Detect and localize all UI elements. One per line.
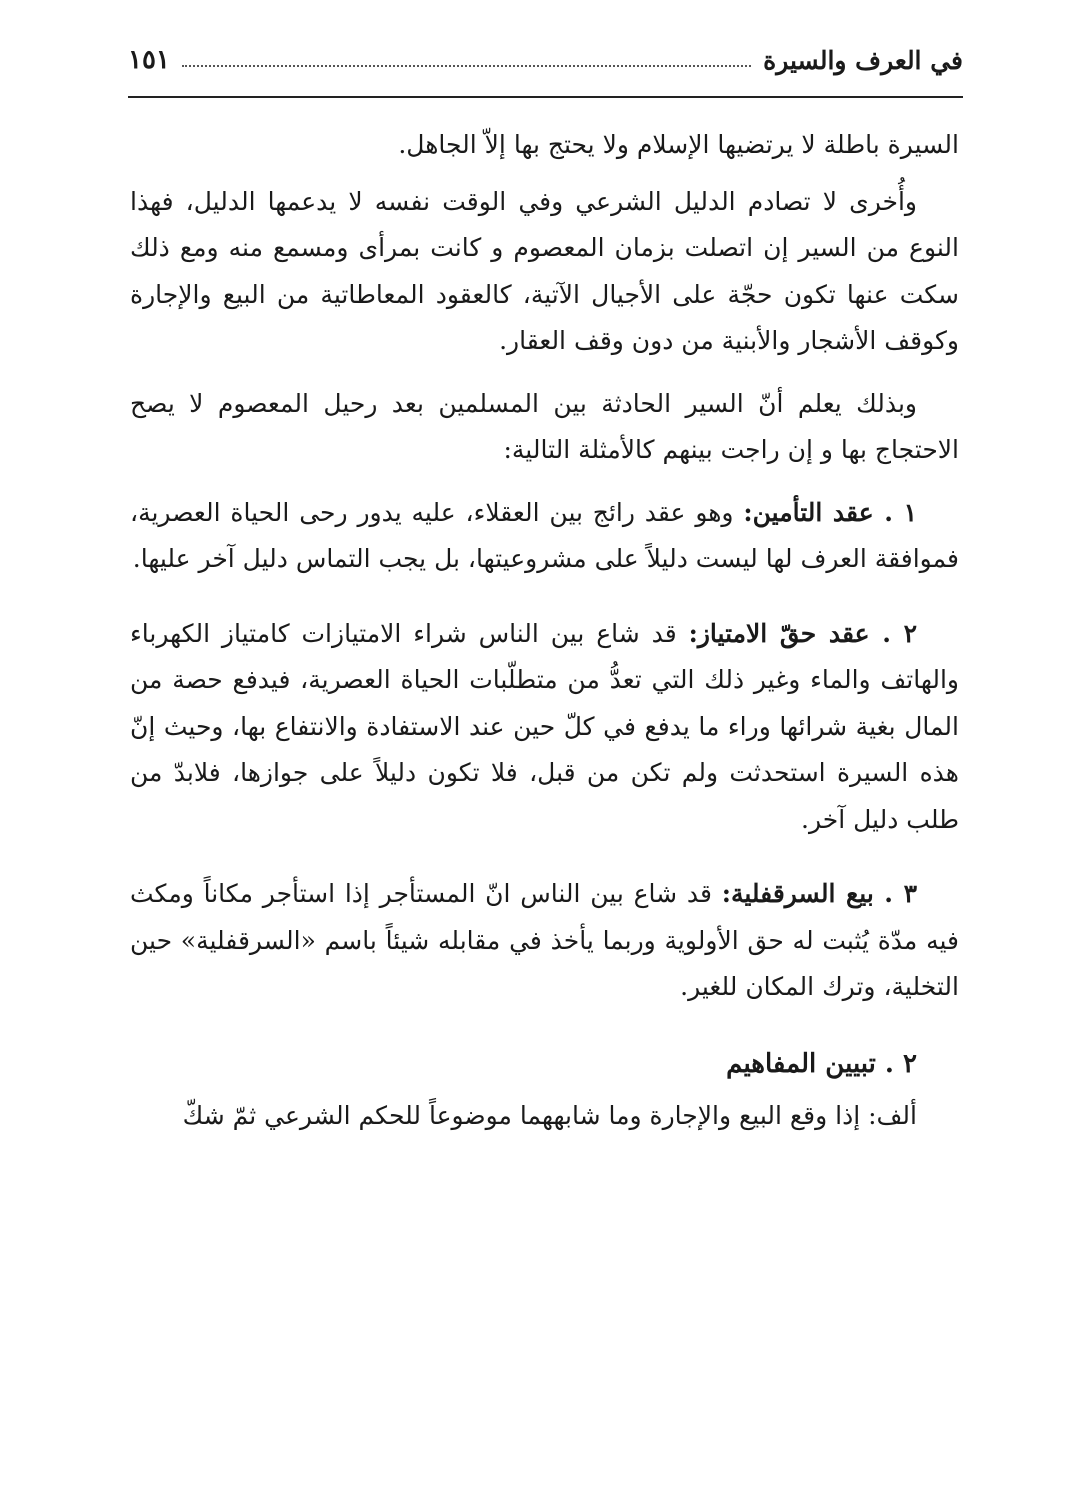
section-first-line: ألف: إذا وقع البيع والإجارة وما شابههما موضوعاً للحكم الشرعي ثمّ شكّ [182, 1101, 917, 1130]
page-number: ١٥١ [128, 45, 170, 75]
list-item-insurance [130, 490, 959, 583]
running-head [128, 38, 963, 82]
section-heading: ٢ . تبيين المفاهيم [726, 1048, 917, 1079]
list-item-label: ٢ . عقد حقّ الامتياز: [688, 618, 917, 648]
paragraph-new-customs: وبذلك يعلم أنّ السير الحادثة بين المسلمين بعد رحيل المعصوم لا يصح الاحتجاج بها و إن راجت بينهم كالأمثلة التالية: [130, 388, 959, 464]
paragraph-continuation: السيرة باطلة لا يرتضيها الإسلام ولا يحتج بها إلاّ الجاهل. [398, 130, 959, 159]
list-item-text: وهو عقد رائج بين العقلاء، عليه يدور رحى الحياة العصرية، فموافقة العرف لها ليست دليلاً على مشروعيتها، بل يجب التماس دليل آخر عليها. [130, 497, 959, 573]
paragraph-second-type: وأُخرى لا تصادم الدليل الشرعي وفي الوقت نفسه لا يدعمها الدليل، فهذا النوع من السير إن اتصلت بزمان المعصوم و كانت بمرأى ومسمع منه ومع ذلك سكت عنها تكون حجّة على الأجيال الآتية، كالعقود المعاطاتية من البيع والإجارة وكوقف الأشجار والأبنية من دون وقف العقار. [130, 186, 959, 355]
list-item-goodwill [130, 871, 959, 1011]
list-item-text: قد شاع بين الناس انّ المستأجر إذا استأجر مكاناً ومكث فيه مدّة يُثبت له حق الأولوية وربما يأخذ في مقابله شيئاً باسم «السرقفلية» حين التخلية، وترك المكان للغير. [130, 879, 959, 1001]
list-item-text: قد شاع بين الناس شراء الامتيازات كامتياز الكهرباء والهاتف والماء وغير ذلك التي تعدُّ من متطلّبات الحياة العصرية، فيدفع حصة من المال بغية شرائها وراء ما يدفع في كلّ حين عند الاستفادة والانتفاع بها، وحيث إنّ هذه السيرة استحدثت ولم تكن من قبل، فلا تكون دليلاً على جوازها، فلابدّ من طلب دليل آخر. [130, 618, 959, 834]
running-title: في العرف والسيرة [763, 45, 963, 75]
header-rule [128, 96, 963, 98]
list-item-label: ٣ . بيع السرقفلية: [721, 879, 917, 908]
list-item-label: ١ . عقد التأمين: [743, 497, 917, 527]
leader-dots [182, 65, 751, 67]
list-item-concession [130, 611, 959, 844]
body-text [130, 122, 959, 1140]
